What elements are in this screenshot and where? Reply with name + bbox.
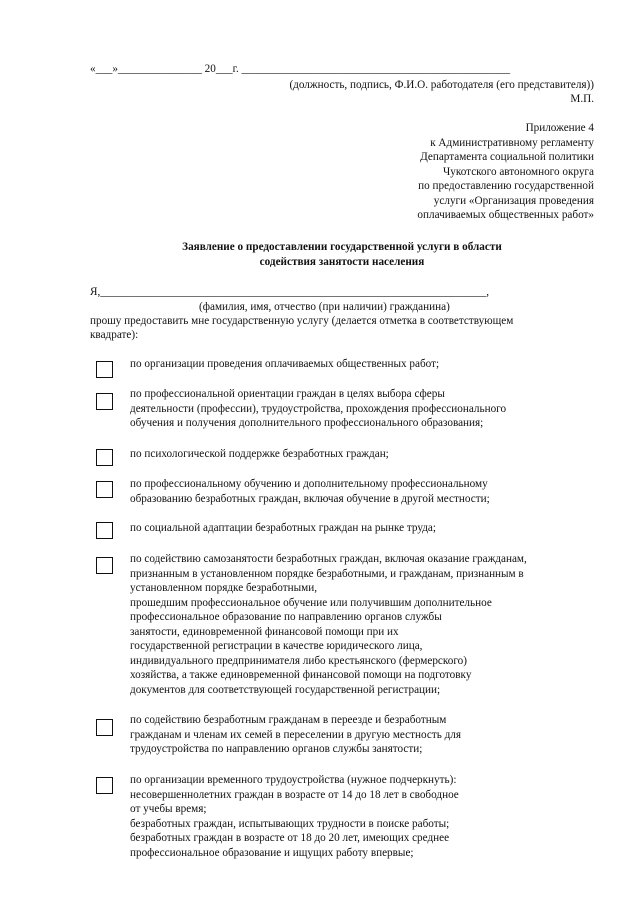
option-checkbox-self-employment[interactable] [96,557,113,574]
option-public-works [130,357,439,372]
appendix-line: Департамента социальной политики [420,151,594,163]
option-text: по содействию безработным гражданам в переезде и безработным [130,714,447,726]
appendix-line: оплачиваемых общественных работ» [417,209,594,221]
option-text: документов для соответствующей государственной регистрации; [130,683,441,696]
document-title-line2: содействия занятости населения [259,256,425,268]
option-psychological-support [130,447,389,462]
option-text: профессиональное образование и ищущих работу впервые; [130,846,414,859]
option-checkbox-relocation[interactable] [96,719,113,736]
option-text: безработных граждан, испытывающих трудности в поиске работы; [130,817,450,830]
option-text: обучения и получения дополнительного профессионального образования; [130,417,484,429]
option-text: по профессиональной ориентации граждан в целях выбора сферы [130,388,445,400]
option-checkbox-temporary-employment[interactable] [96,777,113,794]
option-text: прошедшим профессиональное обучение или получившим дополнительное [130,596,492,609]
option-text: безработных граждан в возрасте от 18 до 20 лет, имеющих среднее [130,832,450,844]
option-checkbox-public-works[interactable] [96,361,113,378]
document-title-line1: Заявление о предоставлении государственной услуги в области [182,241,502,253]
option-professional-training [130,477,490,506]
option-text: индивидуального предпринимателя либо крестьянского (фермерского) [130,654,467,667]
request-text-line2: квадрате): [90,329,139,341]
option-text: трудоустройства по направлению органов службы занятости; [130,743,423,755]
option-text: установленном порядке безработными, [130,582,317,594]
option-text: по содействию самозанятости безработных граждан, включая оказание гражданам, [130,553,527,565]
option-checkbox-psychological-support[interactable] [96,449,113,466]
appendix-line: по предоставлению государственной [418,180,594,192]
appendix-line: Приложение 4 [525,122,594,134]
option-text: занятости, единовременной финансовой помощи при их [130,625,399,638]
option-checkbox-professional-training[interactable] [96,481,113,498]
option-text: деятельности (профессии), трудоустройства, прохождения профессионального [130,402,507,415]
signature-caption: (должность, подпись, Ф.И.О. работодателя (его представителя)) [289,79,594,91]
option-self-employment [130,552,527,697]
appendix-block [417,121,594,223]
date-signature-line: «___»_______________ 20___г. ________________________________________________ [90,63,511,75]
option-checkbox-social-adaptation[interactable] [96,522,113,539]
option-checkbox-career-guidance[interactable] [96,393,113,410]
option-text: государственной регистрации в качестве юридического лица, [130,640,423,652]
option-text: по психологической поддержке безработных граждан; [130,448,389,460]
option-text: по организации проведения оплачиваемых общественных работ; [130,358,440,370]
option-relocation [130,713,461,757]
option-career-guidance [130,387,506,431]
appendix-line: к Административному регламенту [430,136,594,149]
option-social-adaptation [130,521,436,536]
option-text: по профессиональному обучению и дополнительному профессиональному [130,478,488,490]
option-temporary-employment [130,773,459,860]
option-text: по социальной адаптации безработных граждан на рынке труда; [130,522,436,534]
option-text: от учебы время; [130,803,207,815]
option-text: хозяйства, а также единовременной финансовой помощи на подготовку [130,669,472,681]
appendix-line: услуги «Организация проведения [433,194,594,207]
applicant-name-line[interactable]: Я,_____________________________________________________________________, [90,286,490,298]
option-text: образованию безработных граждан, включая обучение в другой местности; [130,492,490,505]
option-text: признанным в установленном порядке безработными, и гражданам, признанным в [130,567,524,580]
appendix-line: Чукотского автономного округа [443,165,594,178]
applicant-name-caption: (фамилия, имя, отчество (при наличии) гражданина) [199,301,450,313]
option-text: несовершеннолетних граждан в возрасте от 14 до 18 лет в свободное [130,788,459,801]
stamp-label: М.П. [570,93,594,105]
option-text: профессиональное образование по направлению органов службы [130,611,442,623]
request-text-line1: прошу предоставить мне государственную услугу (делается отметка в соответствующем [90,315,514,327]
option-text: гражданам и членам их семей в переселении в другую местность для [130,728,462,741]
option-text: по организации временного трудоустройства (нужное подчеркнуть): [130,774,457,786]
